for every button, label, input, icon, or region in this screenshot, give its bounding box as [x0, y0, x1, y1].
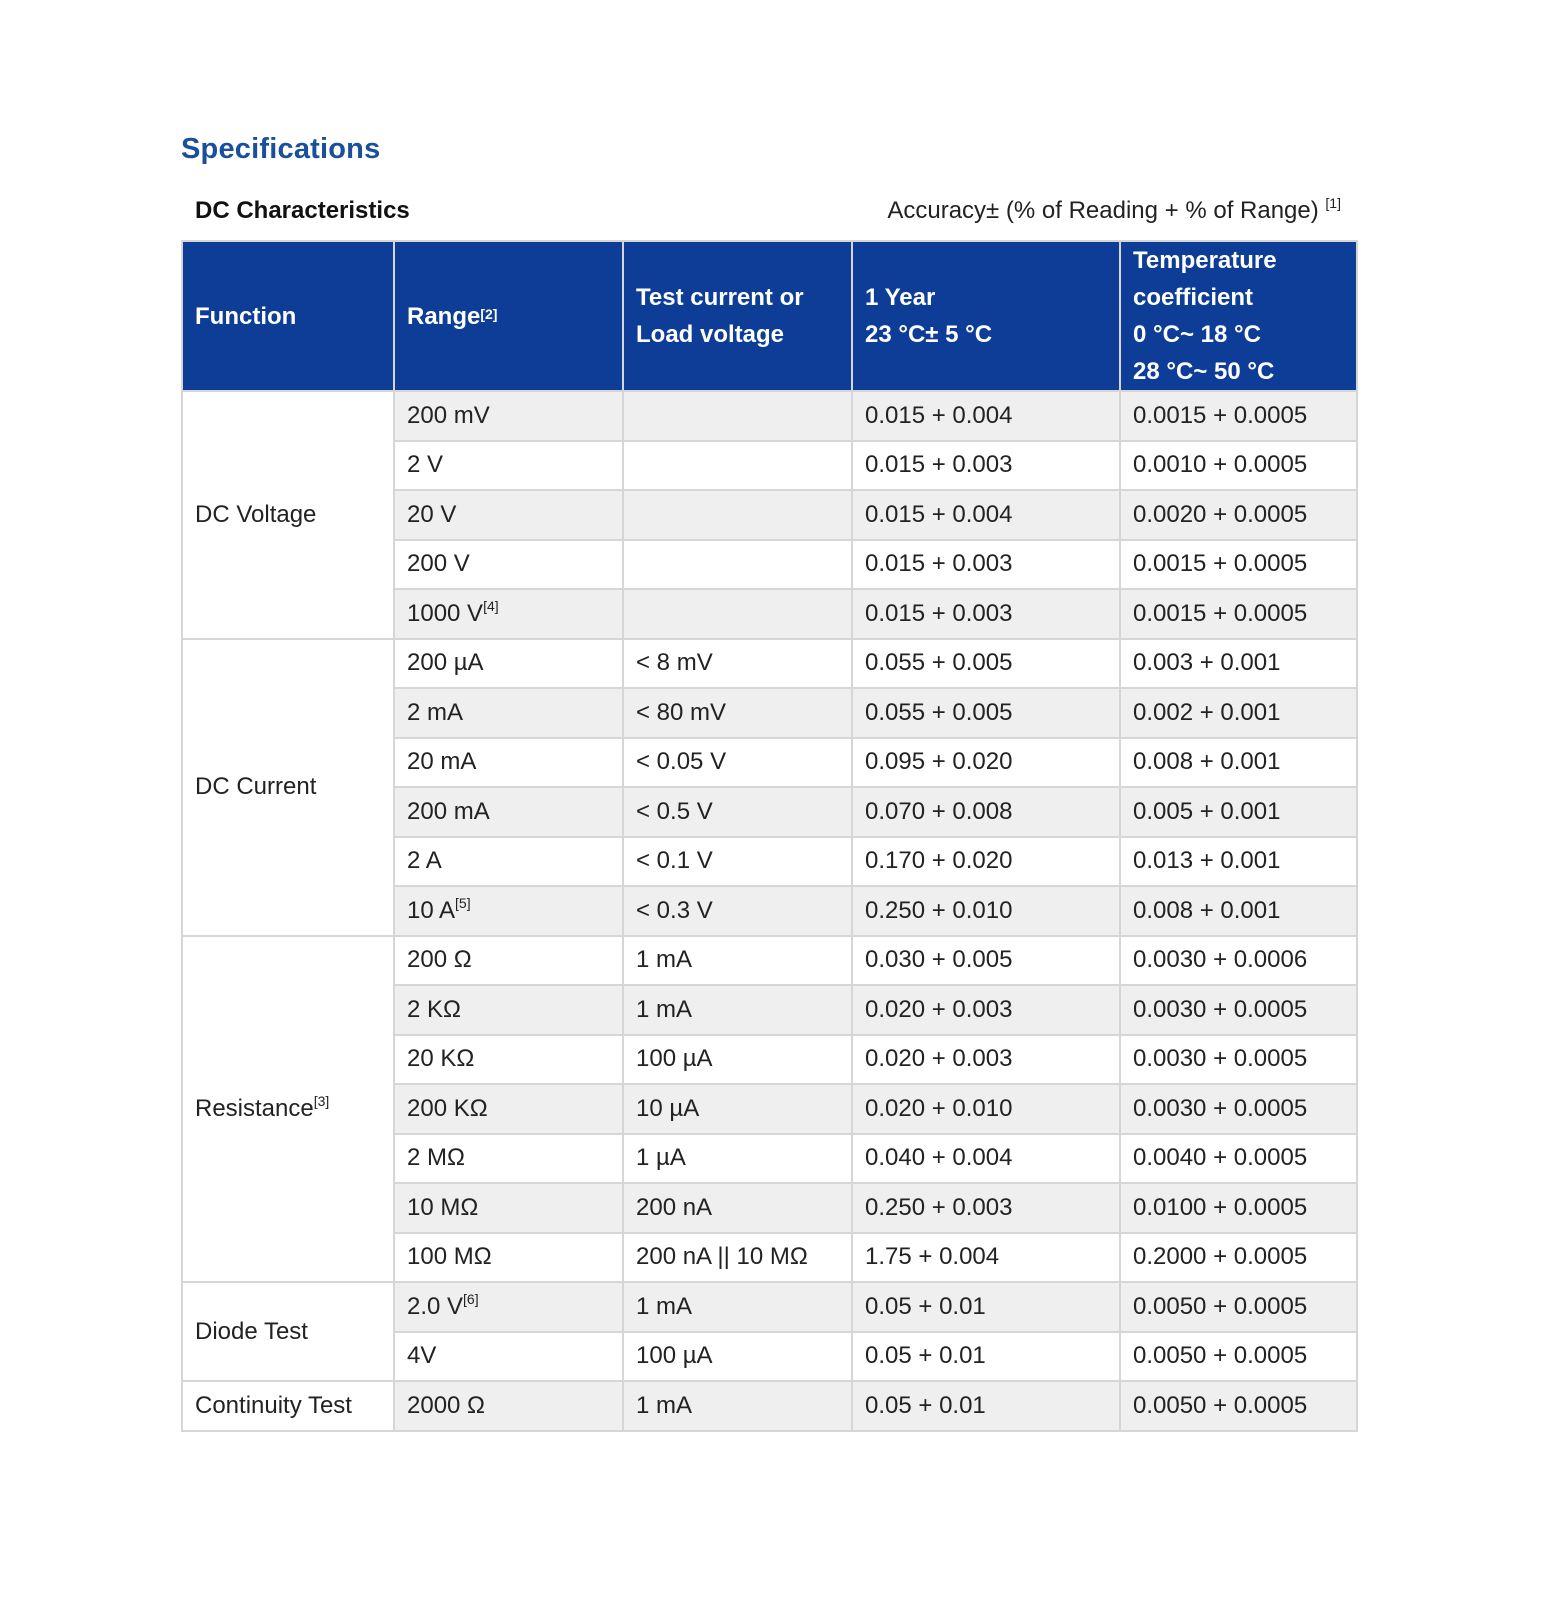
accuracy-note-text: Accuracy± (% of Reading + % of Range) [887, 197, 1319, 224]
one-year-accuracy-cell: 0.05 + 0.01 [852, 1282, 1120, 1332]
test-current-cell: 200 nA [623, 1183, 852, 1233]
header-test-current: Test current or Load voltage [623, 241, 852, 391]
test-current-cell: 1 mA [623, 1282, 852, 1332]
one-year-accuracy-cell: 0.015 + 0.004 [852, 490, 1120, 540]
test-current-cell: 1 mA [623, 1381, 852, 1431]
range-cell: 10 MΩ [394, 1183, 623, 1233]
range-cell: 20 mA [394, 738, 623, 788]
range-cell: 20 V [394, 490, 623, 540]
range-cell: 2 A [394, 837, 623, 887]
test-current-cell: 1 mA [623, 985, 852, 1035]
accuracy-note [887, 197, 1341, 225]
range-cell: 2000 Ω [394, 1381, 623, 1431]
one-year-accuracy-cell: 0.020 + 0.010 [852, 1084, 1120, 1134]
one-year-accuracy-cell: 0.250 + 0.010 [852, 886, 1120, 936]
range-footnote: [2] [480, 305, 498, 322]
range-cell: 2.0 V[6] [394, 1282, 623, 1332]
test-current-cell: 100 µA [623, 1035, 852, 1085]
one-year-accuracy-cell: 0.05 + 0.01 [852, 1381, 1120, 1431]
header-function: Function [182, 241, 394, 391]
temperature-coefficient-cell: 0.0050 + 0.0005 [1120, 1332, 1357, 1382]
one-year-accuracy-cell: 0.015 + 0.003 [852, 441, 1120, 491]
table-body [182, 391, 1357, 1431]
dc-characteristics-table [181, 240, 1358, 1432]
test-current-cell: < 0.05 V [623, 738, 852, 788]
header-temperature-coefficient: Temperature coefficient 0 °C~ 18 °C 28 °C~ 50 °C [1120, 241, 1357, 391]
range-cell: 2 KΩ [394, 985, 623, 1035]
temperature-coefficient-cell: 0.003 + 0.001 [1120, 639, 1357, 689]
one-year-accuracy-cell: 0.040 + 0.004 [852, 1134, 1120, 1184]
range-cell: 2 mA [394, 688, 623, 738]
range-cell: 200 µA [394, 639, 623, 689]
table-row [182, 639, 1357, 689]
temperature-coefficient-cell: 0.0030 + 0.0005 [1120, 1084, 1357, 1134]
temperature-coefficient-cell: 0.0030 + 0.0005 [1120, 985, 1357, 1035]
range-cell: 2 MΩ [394, 1134, 623, 1184]
temperature-coefficient-cell: 0.0100 + 0.0005 [1120, 1183, 1357, 1233]
table-row [182, 1381, 1357, 1431]
temperature-coefficient-cell: 0.0030 + 0.0005 [1120, 1035, 1357, 1085]
temperature-coefficient-cell: 0.0015 + 0.0005 [1120, 589, 1357, 639]
range-cell: 4V [394, 1332, 623, 1382]
temperature-coefficient-cell: 0.008 + 0.001 [1120, 738, 1357, 788]
one-year-accuracy-cell: 0.250 + 0.003 [852, 1183, 1120, 1233]
temperature-coefficient-cell: 0.0020 + 0.0005 [1120, 490, 1357, 540]
one-year-accuracy-cell: 0.095 + 0.020 [852, 738, 1120, 788]
range-cell: 1000 V[4] [394, 589, 623, 639]
temperature-coefficient-cell: 0.0015 + 0.0005 [1120, 540, 1357, 590]
range-cell: 20 KΩ [394, 1035, 623, 1085]
table-caption [181, 194, 1356, 228]
test-current-cell [623, 589, 852, 639]
one-year-accuracy-cell: 0.055 + 0.005 [852, 639, 1120, 689]
range-cell: 200 Ω [394, 936, 623, 986]
range-cell: 100 MΩ [394, 1233, 623, 1283]
range-cell: 200 KΩ [394, 1084, 623, 1134]
temperature-coefficient-cell: 0.0050 + 0.0005 [1120, 1381, 1357, 1431]
test-current-cell [623, 441, 852, 491]
one-year-accuracy-cell: 0.055 + 0.005 [852, 688, 1120, 738]
one-year-accuracy-cell: 0.015 + 0.003 [852, 589, 1120, 639]
table-row [182, 936, 1357, 986]
table-row [182, 391, 1357, 441]
one-year-accuracy-cell: 0.015 + 0.003 [852, 540, 1120, 590]
one-year-accuracy-cell: 0.015 + 0.004 [852, 391, 1120, 441]
temperature-coefficient-cell: 0.013 + 0.001 [1120, 837, 1357, 887]
function-cell: Resistance[3] [182, 936, 394, 1283]
one-year-accuracy-cell: 0.170 + 0.020 [852, 837, 1120, 887]
temperature-coefficient-cell: 0.0040 + 0.0005 [1120, 1134, 1357, 1184]
temperature-coefficient-cell: 0.005 + 0.001 [1120, 787, 1357, 837]
table-row [182, 1282, 1357, 1332]
range-cell: 10 A[5] [394, 886, 623, 936]
temperature-coefficient-cell: 0.008 + 0.001 [1120, 886, 1357, 936]
header-one-year: 1 Year 23 °C± 5 °C [852, 241, 1120, 391]
one-year-accuracy-cell: 0.020 + 0.003 [852, 985, 1120, 1035]
one-year-accuracy-cell: 0.030 + 0.005 [852, 936, 1120, 986]
test-current-cell: 100 µA [623, 1332, 852, 1382]
test-current-cell: 200 nA || 10 MΩ [623, 1233, 852, 1283]
one-year-accuracy-cell: 0.05 + 0.01 [852, 1332, 1120, 1382]
temperature-coefficient-cell: 0.0015 + 0.0005 [1120, 391, 1357, 441]
range-cell: 2 V [394, 441, 623, 491]
test-current-cell: < 0.3 V [623, 886, 852, 936]
function-cell: Continuity Test [182, 1381, 394, 1431]
test-current-cell: < 8 mV [623, 639, 852, 689]
one-year-accuracy-cell: 0.020 + 0.003 [852, 1035, 1120, 1085]
header-range: Range[2] [394, 241, 623, 391]
test-current-cell: < 0.1 V [623, 837, 852, 887]
test-current-cell: 1 µA [623, 1134, 852, 1184]
test-current-cell [623, 540, 852, 590]
function-cell: Diode Test [182, 1282, 394, 1381]
range-cell: 200 mV [394, 391, 623, 441]
section-title: DC Characteristics [195, 197, 410, 224]
temperature-coefficient-cell: 0.0050 + 0.0005 [1120, 1282, 1357, 1332]
test-current-cell: 10 µA [623, 1084, 852, 1134]
test-current-cell [623, 391, 852, 441]
header-row [182, 241, 1357, 391]
test-current-cell: 1 mA [623, 936, 852, 986]
test-current-cell: < 0.5 V [623, 787, 852, 837]
function-cell: DC Current [182, 639, 394, 936]
page-title: Specifications [181, 133, 381, 165]
range-cell: 200 V [394, 540, 623, 590]
temperature-coefficient-cell: 0.2000 + 0.0005 [1120, 1233, 1357, 1283]
function-cell: DC Voltage [182, 391, 394, 639]
range-cell: 200 mA [394, 787, 623, 837]
test-current-cell: < 80 mV [623, 688, 852, 738]
one-year-accuracy-cell: 0.070 + 0.008 [852, 787, 1120, 837]
test-current-cell [623, 490, 852, 540]
temperature-coefficient-cell: 0.0030 + 0.0006 [1120, 936, 1357, 986]
accuracy-footnote: [1] [1325, 195, 1341, 211]
temperature-coefficient-cell: 0.0010 + 0.0005 [1120, 441, 1357, 491]
one-year-accuracy-cell: 1.75 + 0.004 [852, 1233, 1120, 1283]
temperature-coefficient-cell: 0.002 + 0.001 [1120, 688, 1357, 738]
